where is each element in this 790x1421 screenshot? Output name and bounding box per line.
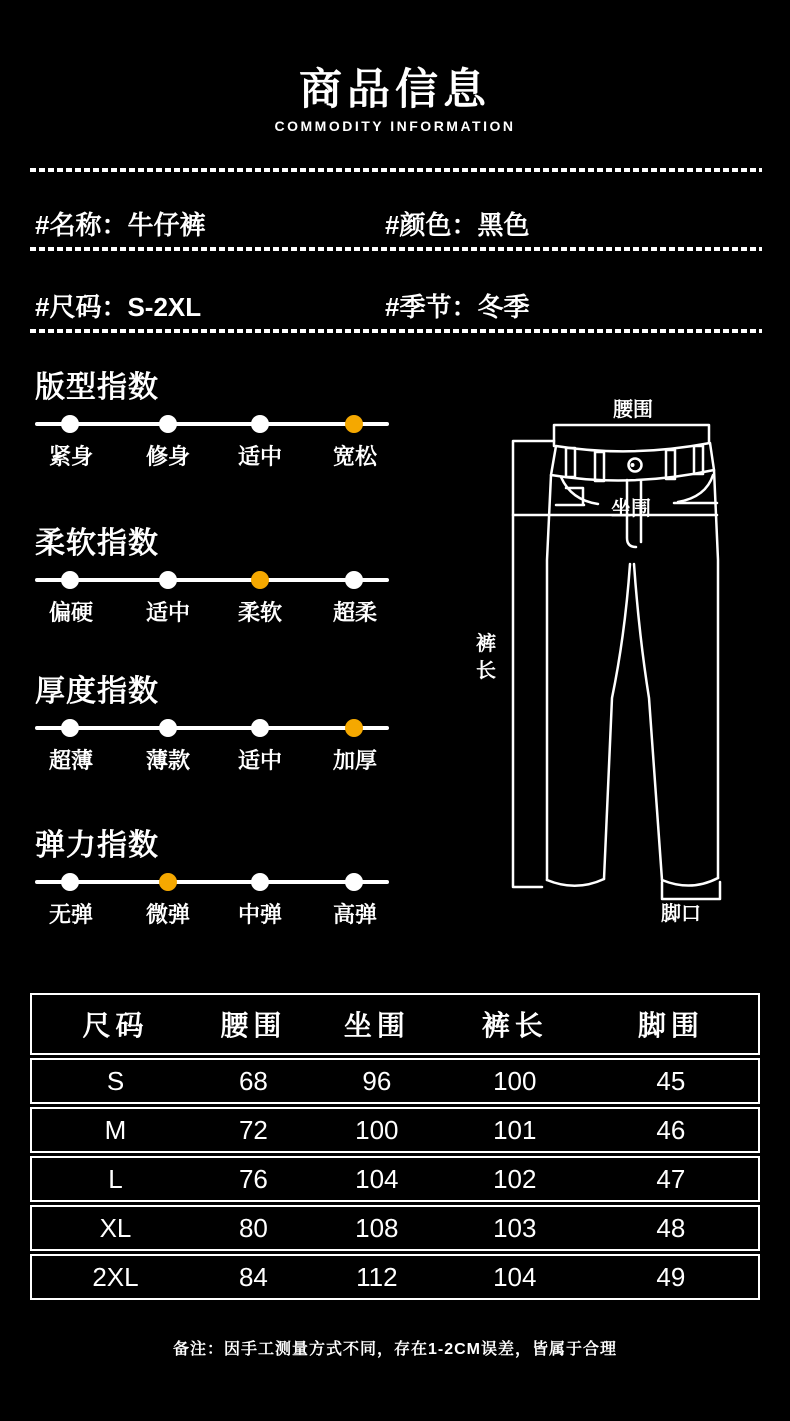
thickness-index-title: 厚度指数 <box>35 675 159 708</box>
length-label: 裤长 <box>476 633 496 682</box>
cell: 96 <box>362 1065 392 1096</box>
thickness-index-track <box>35 718 389 778</box>
left-outer-seam <box>547 475 551 880</box>
belt-loop <box>566 448 575 477</box>
track-label: 高弹 <box>332 902 378 927</box>
left-hem <box>547 879 604 886</box>
track-label: 无弹 <box>48 902 94 927</box>
track-label: 偏硬 <box>48 600 94 625</box>
attr-name-label: #名称： <box>35 210 128 240</box>
size-table <box>30 993 760 1300</box>
col-header: 脚围 <box>637 1010 704 1041</box>
cell: 104 <box>493 1261 537 1292</box>
belt-loop <box>694 446 703 474</box>
cell: 103 <box>493 1212 537 1243</box>
attr-name <box>35 205 205 242</box>
elasticity-index-title: 弹力指数 <box>35 829 159 862</box>
cell: 84 <box>238 1261 268 1292</box>
attr-color-value: 黑色 <box>477 210 530 240</box>
track-label: 柔软 <box>237 600 283 625</box>
cell: M <box>104 1114 127 1145</box>
fit-index-track <box>35 414 389 474</box>
attr-size-label: #尺码： <box>35 292 128 322</box>
right-inner-seam <box>634 564 662 880</box>
measurement-note: 备注：因手工测量方式不同，存在1-2CM误差，皆属于合理 <box>172 1341 617 1358</box>
track-dot <box>159 873 177 891</box>
col-header: 裤长 <box>481 1010 548 1041</box>
attr-season-value: 冬季 <box>477 292 530 322</box>
table-row-xl <box>30 1205 760 1251</box>
track-dot <box>345 873 363 891</box>
cell: 80 <box>238 1212 268 1243</box>
size-table-header-row <box>30 993 760 1055</box>
track-label: 紧身 <box>48 444 94 469</box>
waist-measure-bracket <box>554 425 709 446</box>
cell: 102 <box>493 1163 537 1194</box>
track-line <box>35 422 389 426</box>
cell: 2XL <box>92 1261 139 1292</box>
col-header: 腰围 <box>220 1010 287 1041</box>
track-dot <box>251 719 269 737</box>
track-dot <box>159 719 177 737</box>
softness-index-track <box>35 570 389 630</box>
belt-loop <box>666 450 675 479</box>
cell: 108 <box>355 1212 399 1243</box>
track-dot <box>159 415 177 433</box>
divider-dashed <box>30 168 762 172</box>
attr-size <box>35 287 201 324</box>
left-inner-seam <box>604 564 630 879</box>
cell: 49 <box>656 1261 686 1292</box>
cell: 46 <box>656 1114 686 1145</box>
track-dot <box>345 415 363 433</box>
attr-season-label: #季节： <box>385 292 478 322</box>
softness-index-title: 柔软指数 <box>35 527 159 560</box>
col-header: 尺码 <box>82 1010 149 1041</box>
track-dot <box>61 873 79 891</box>
cell: 112 <box>356 1261 398 1292</box>
track-label: 宽松 <box>332 444 378 469</box>
right-outer-seam <box>714 470 718 878</box>
track-label: 加厚 <box>332 748 378 773</box>
track-label: 薄款 <box>145 748 191 773</box>
track-dot <box>61 415 79 433</box>
attr-color <box>385 205 529 242</box>
col-header: 坐围 <box>343 1010 410 1041</box>
track-dot <box>61 719 79 737</box>
right-pocket <box>678 475 713 502</box>
track-dot <box>251 415 269 433</box>
cell: 101 <box>493 1114 537 1145</box>
attr-name-value: 牛仔裤 <box>127 210 206 240</box>
attr-color-label: #颜色： <box>385 210 478 240</box>
jeans-button-dot <box>631 463 635 467</box>
cell: 45 <box>656 1065 686 1096</box>
jeans-button <box>629 459 642 472</box>
page-subtitle: COMMODITY INFORMATION <box>274 118 516 134</box>
belt-loop <box>595 452 604 481</box>
track-label: 超柔 <box>332 600 378 625</box>
cell: 48 <box>656 1212 686 1243</box>
cell: 47 <box>656 1163 686 1194</box>
elasticity-index-section <box>0 820 430 940</box>
table-row-m <box>30 1107 760 1153</box>
leg-opening-label: 脚口 <box>661 903 701 925</box>
cell: S <box>106 1065 125 1096</box>
waist-label: 腰围 <box>613 399 653 421</box>
table-row-l <box>30 1156 760 1202</box>
track-line <box>35 726 389 730</box>
track-label: 超薄 <box>48 748 94 773</box>
hip-label: 坐围 <box>611 498 651 520</box>
cell: XL <box>99 1212 132 1243</box>
divider-dashed <box>30 329 762 333</box>
table-row-s <box>30 1058 760 1104</box>
track-label: 适中 <box>237 444 283 469</box>
track-label: 微弹 <box>145 902 191 927</box>
left-pocket <box>561 477 598 504</box>
elasticity-index-track <box>35 872 389 932</box>
track-label: 适中 <box>145 600 191 625</box>
track-dot <box>345 571 363 589</box>
cell: 76 <box>238 1163 268 1194</box>
track-label: 适中 <box>237 748 283 773</box>
cell: 100 <box>493 1065 537 1096</box>
table-row-2xl <box>30 1254 760 1300</box>
track-label: 修身 <box>145 444 191 469</box>
softness-index-section <box>0 518 430 638</box>
right-hem <box>662 878 718 886</box>
cell: 104 <box>355 1163 399 1194</box>
track-dot <box>159 571 177 589</box>
track-label: 中弹 <box>237 902 283 927</box>
track-dot <box>251 873 269 891</box>
track-dot <box>345 719 363 737</box>
track-dot <box>251 571 269 589</box>
thickness-index-section <box>0 666 430 786</box>
fit-index-title: 版型指数 <box>35 371 159 404</box>
attr-size-value: S-2XL <box>127 292 202 322</box>
track-line <box>35 880 389 884</box>
cell: 100 <box>355 1114 399 1145</box>
divider-dashed <box>30 247 762 251</box>
cell: 68 <box>238 1065 268 1096</box>
fit-index-section <box>0 362 430 482</box>
attr-season <box>385 287 529 324</box>
track-dot <box>61 571 79 589</box>
track-line <box>35 578 389 582</box>
cell: 72 <box>238 1114 268 1145</box>
page-title: 商品信息 <box>299 66 491 114</box>
cell: L <box>108 1163 123 1194</box>
